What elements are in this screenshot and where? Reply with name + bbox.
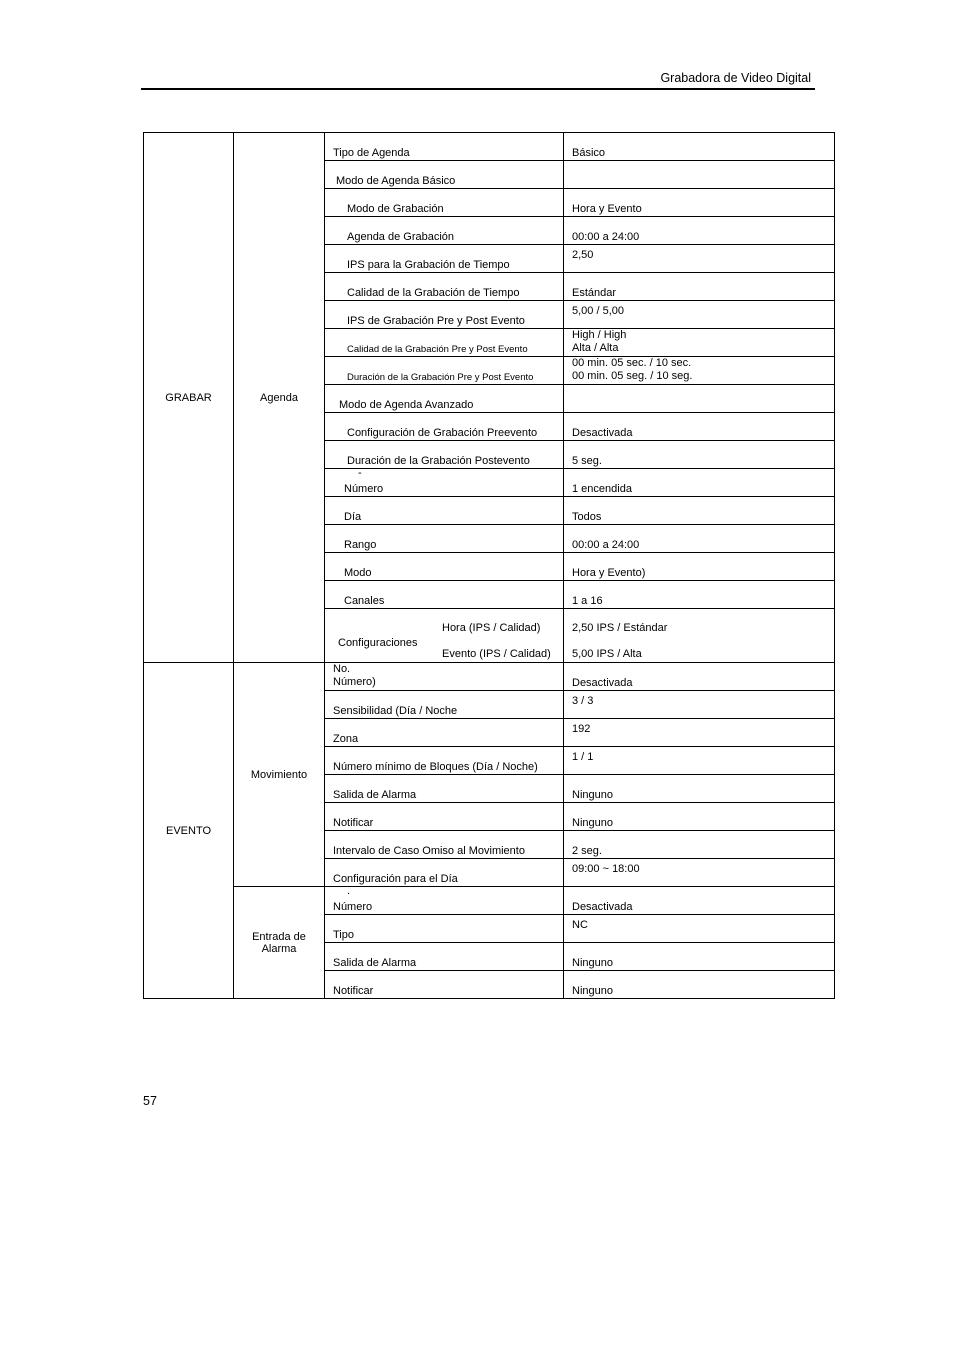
value-cell: Hora y Evento [564, 189, 835, 217]
value-line: 2,50 IPS / Estándar [572, 622, 668, 634]
category-evento: EVENTO [144, 663, 234, 999]
value-cell: Desactivada [564, 413, 835, 441]
parameter-cell: Duración de la Grabación Pre y Post Evento [325, 357, 564, 385]
value-cell: Desactivada [564, 887, 835, 915]
value-cell [564, 357, 835, 385]
header-title: Grabadora de Video Digital [660, 71, 811, 85]
parameter-cell [325, 663, 564, 691]
value-cell: Ninguno [564, 943, 835, 971]
parameter-cell: Notificar [325, 803, 564, 831]
parameter-cell: Canales [325, 581, 564, 609]
value-cell: Básico [564, 133, 835, 161]
parameter-cell: Salida de Alarma [325, 943, 564, 971]
parameter-cell: Día [325, 497, 564, 525]
value-cell [564, 747, 835, 775]
value-cell: Ninguno [564, 775, 835, 803]
value-text: 2,50 [572, 249, 594, 261]
parameter-line: No. [333, 663, 351, 675]
parameter-cell: Configuración de Grabación Preevento [325, 413, 564, 441]
page-number: 57 [143, 1094, 157, 1108]
value-cell [564, 859, 835, 887]
value-cell: Estándar [564, 273, 835, 301]
subcategory-agenda: Agenda [234, 133, 325, 663]
parameter-cell: Modo de Agenda Básico [325, 161, 564, 189]
value-line: 00 min. 05 seg. / 10 seg. [572, 370, 693, 382]
value-cell [564, 609, 835, 663]
header-rule [141, 88, 815, 90]
category-grabar: GRABAR [144, 133, 234, 663]
value-cell: Ninguno [564, 971, 835, 999]
parameter-cell: Salida de Alarma [325, 775, 564, 803]
parameter-cell: Tipo [325, 915, 564, 943]
parameter-cell: Agenda de Grabación [325, 217, 564, 245]
parameter-cell: Modo de Agenda Avanzado [325, 385, 564, 413]
value-text: 09:00 ~ 18:00 [572, 863, 640, 875]
value-text: 1 / 1 [572, 751, 594, 763]
subparameter-text: Evento (IPS / Calidad) [442, 648, 551, 660]
settings-table [143, 132, 835, 999]
parameter-cell [325, 887, 564, 915]
value-cell [564, 691, 835, 719]
value-cell [564, 385, 835, 413]
parameter-cell: Modo [325, 553, 564, 581]
value-cell: 2 seg. [564, 831, 835, 859]
parameter-cell: Zona [325, 719, 564, 747]
parameter-cell: Notificar [325, 971, 564, 999]
subcategory-movimiento: Movimiento [234, 663, 325, 887]
value-text: 192 [572, 723, 591, 735]
value-cell [564, 719, 835, 747]
value-cell [564, 329, 835, 357]
table-row [144, 133, 835, 161]
parameter-cell: IPS de Grabación Pre y Post Evento [325, 301, 564, 329]
value-line: Alta / Alta [572, 342, 619, 354]
value-cell: 1 a 16 [564, 581, 835, 609]
value-text: 3 / 3 [572, 695, 594, 707]
value-cell: Hora y Evento) [564, 553, 835, 581]
subcategory-entrada-de-alarma: Entrada de Alarma [234, 887, 325, 999]
parameter-cell: Calidad de la Grabación Pre y Post Evento [325, 329, 564, 357]
value-line: 00 min. 05 sec. / 10 sec. [572, 357, 692, 369]
value-cell [564, 915, 835, 943]
table-row [144, 663, 835, 691]
parameter-line: Número) [333, 676, 376, 688]
value-cell: 1 encendida [564, 469, 835, 497]
parameter-cell: Modo de Grabación [325, 189, 564, 217]
value-cell: 00:00 a 24:00 [564, 217, 835, 245]
parameter-text: Número [333, 901, 373, 913]
parameter-cell: Configuración para el Día [325, 859, 564, 887]
value-cell [564, 245, 835, 273]
parameter-cell: Número mínimo de Bloques (Día / Noche) [325, 747, 564, 775]
value-cell [564, 161, 835, 189]
value-cell: 5 seg. [564, 441, 835, 469]
parameter-cell: Rango [325, 525, 564, 553]
value-text: NC [572, 919, 588, 931]
value-cell: Desactivada [564, 663, 835, 691]
parameter-cell: Calidad de la Grabación de Tiempo [325, 273, 564, 301]
value-line: High / High [572, 329, 627, 341]
parameter-cell [325, 609, 564, 663]
marker-glyph: - [358, 467, 362, 479]
value-line: 5,00 IPS / Alta [572, 648, 642, 660]
value-cell: Todos [564, 497, 835, 525]
value-cell [564, 301, 835, 329]
parameter-cell: IPS para la Grabación de Tiempo [325, 245, 564, 273]
parameter-cell: Sensibilidad (Día / Noche [325, 691, 564, 719]
parameter-cell [325, 469, 564, 497]
parameter-text: Número [344, 483, 384, 495]
parameter-text: Configuraciones [338, 637, 418, 649]
value-cell: Ninguno [564, 803, 835, 831]
table-row [144, 887, 835, 915]
marker-glyph: . [347, 885, 351, 897]
parameter-cell: Intervalo de Caso Omiso al Movimiento [325, 831, 564, 859]
parameter-cell: Duración de la Grabación Postevento [325, 441, 564, 469]
parameter-cell: Tipo de Agenda [325, 133, 564, 161]
value-cell: 00:00 a 24:00 [564, 525, 835, 553]
subparameter-text: Hora (IPS / Calidad) [442, 622, 541, 634]
value-text: 5,00 / 5,00 [572, 305, 624, 317]
